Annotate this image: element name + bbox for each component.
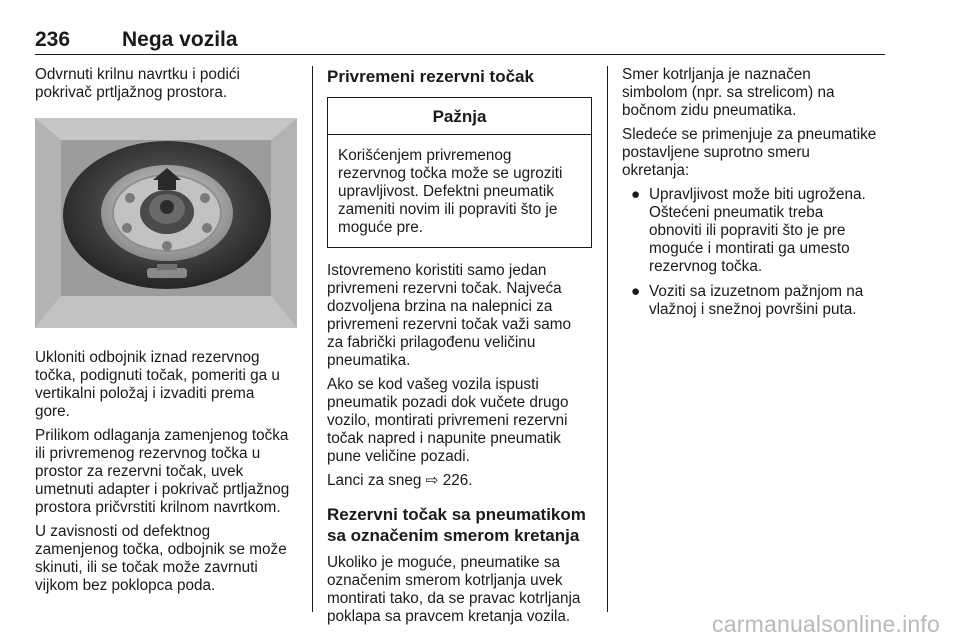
list-item [622,283,890,319]
warning-body: Korišćenjem privremenog rezervnog točka može se ugroziti upravljivost. Defektni pneumatik zameniti novim ili popraviti što je moguće pre. [338,147,563,236]
towing-paragraph: Ako se kod vašeg vozila ispusti pneumatik pozadi dok vučete drugo vozilo, montirati privremeni rezervni točak napred i napunite pneumatik pune veličine pozadi. [327,376,569,465]
section-heading-directional-tyre: Rezervni točak sa pneumatikom sa označenim smerom kretanja [327,505,586,545]
depending-paragraph: U zavisnosti od defektnog zamenjenog točka, odbojnik se može skinuti, ili se točak može zavrnuti vijkom bez poklopca poda. [35,523,287,594]
column-right [622,66,890,326]
remove-wheel-paragraph: Ukloniti odbojnik iznad rezervnog točka, podignuti točak, pomeriti ga u vertikalni položaj i izvaditi prema gore. [35,349,280,420]
opposite-direction-paragraph: Sledeće se primenjuje za pneumatike postavljene suprotno smeru okretanja: [622,126,877,179]
snow-chains-reference[interactable] [327,472,592,490]
warning-box [327,97,592,248]
list-item-text: Voziti sa izuzetnom pažnjom na vlažnoj i snežnoj površini puta. [649,283,864,318]
snow-chains-label: Lanci za sneg [327,472,422,489]
page-number: 236 [35,28,71,51]
column-divider-2 [607,66,608,612]
arrow-right-icon: ⇨ [425,472,439,489]
header-rule [35,54,885,55]
column-middle [327,66,592,632]
column-divider-1 [312,66,313,612]
bullet-icon: ● [631,283,641,300]
bullet-list [622,186,890,319]
intro-paragraph: Odvrnuti krilnu navrtku i podići pokrivač prtljažnog prostora. [35,66,240,101]
bullet-icon: ● [631,186,641,203]
section-heading-temporary-spare: Privremeni rezervni točak [327,67,534,86]
spare-wheel-trunk-photo [35,118,297,328]
watermark: carmanualsonline.info [712,611,940,637]
column-left [35,66,297,601]
list-item [622,186,890,276]
warning-title: Pažnja [328,98,591,135]
rotation-symbol-paragraph: Smer kotrljanja je naznačen simbolom (npr. sa strelicom) na bočnom zidu pneumatika. [622,66,835,119]
snow-chains-page-ref: 226. [442,472,473,489]
directional-paragraph: Ukoliko je moguće, pneumatike sa označenim smerom kotrljanja uvek montirati tako, da se pravac kotrljanja poklapa sa pravcem kretanja vozila. [327,554,581,625]
stowing-paragraph: Prilikom odlaganja zamenjenog točka ili privremenog rezervnog točka u prostor za rezervni točak, uvek umetnuti adapter i pokrivač prtljažnog prostora pričvrstiti krilnom navrtkom. [35,427,290,516]
chapter-title: Nega vozila [122,28,238,51]
list-item-text: Upravljivost može biti ugrožena. Oštećeni pneumatik treba obnoviti ili popraviti što je pre moguće i montirati ga umesto rezervnog točka. [649,186,866,275]
one-spare-paragraph: Istovremeno koristiti samo jedan privremeni rezervni točak. Najveća dozvoljena brzina na nalepnici za privremeni rezervni točak važi samo za fabrički prilagođenu veličinu pneumatika. [327,262,571,369]
page-header [35,28,885,52]
